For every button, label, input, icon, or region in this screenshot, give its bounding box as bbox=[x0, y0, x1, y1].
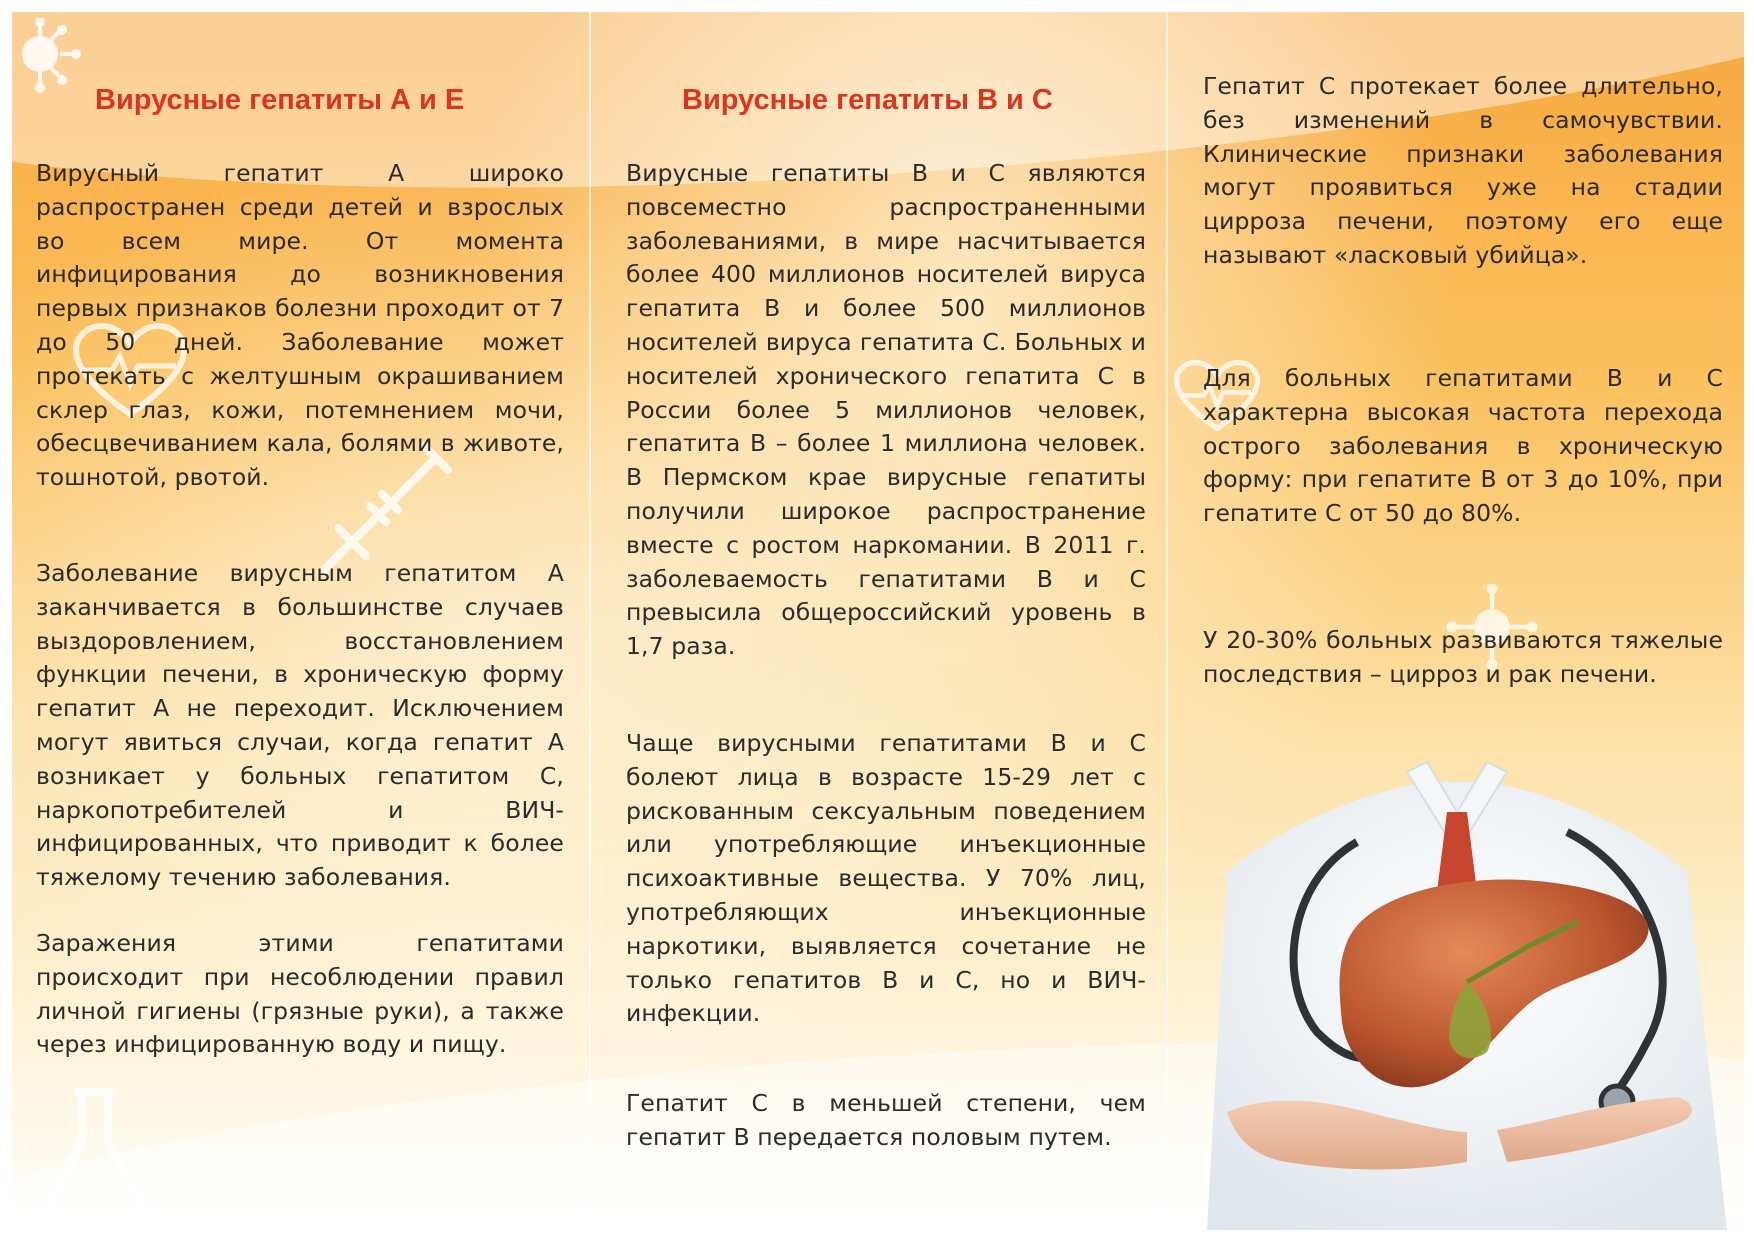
paragraph: Заболевание вирусным гепатитом А заканчивается в большинстве случаев выздоровлением, восстановлением функции печени, в хроническую форму гепатит А не переходит. Исключением могут явиться случаи, когда гепатит А возникает у больных гепатитом С, наркопотребителей и ВИЧ-инфицированных, что приводит к более тяжелому течению заболевания. bbox=[36, 559, 564, 892]
paragraph: Вирусный гепатит А широко распространен среди детей и взрослых во всем мире. От момента инфицирования до возникновения первых признаков болезни проходит от 7 до 50 дней. Заболевание может протекать с желтушным окрашиванием склер глаз, кожи, потемнением мочи, обесцвечиванием кала, болями в животе, тошнотой, рвотой. bbox=[36, 159, 564, 492]
paragraph: Чаще вирусными гепатитами В и С болеют лица в возрасте 15-29 лет с рискованным сексуальным поведением или употребляющие инъекционные психоактивные вещества. У 70% лиц, употребляющих инъекционные наркотики, выявляется сочетание не только гепатитов В и С, но и ВИЧ-инфекции. bbox=[626, 729, 1146, 1028]
paragraph: Гепатит С протекает более длительно, без изменений в самочувствии. Клинические признаки заболевания могут проявиться уже на стадии цирроза печени, поэтому его еще называют «ласковый убийца». bbox=[1203, 72, 1723, 269]
paragraph: Вирусные гепатиты В и С являются повсеместно распространенными заболеваниями, в мире насчитывается более 400 миллионов носителей вируса гепатита В и более 500 миллионов носителей вируса гепатита С. Больных и носителей хронического гепатита С в России более 5 миллионов человек, гепатита В – более 1 миллиона человек. В Пермском крае вирусные гепатиты получили широкое распространение вместе с ростом наркомании. В 2011 г. заболеваемость гепатитами В и С превысила общероссийский уровень в 1,7 раза. bbox=[626, 159, 1146, 661]
panel-middle bbox=[590, 12, 1167, 1230]
panel-right bbox=[1167, 12, 1744, 1230]
panel-left bbox=[12, 12, 590, 1230]
paragraph: Заражения этими гепатитами происходит при несоблюдении правил личной гигиены (грязные руки), а также через инфицированную воду и пищу. bbox=[36, 929, 564, 1059]
heading-hepatitis-a-e: Вирусные гепатиты А и Е bbox=[95, 84, 465, 116]
paragraph: У 20-30% больных развиваются тяжелые последствия – цирроз и рак печени. bbox=[1203, 626, 1723, 688]
heading-hepatitis-b-c: Вирусные гепатиты В и С bbox=[682, 84, 1053, 116]
paragraph: Для больных гепатитами В и С характерна высокая частота перехода острого заболевания в хроническую форму: при гепатите В от 3 до 10%, при гепатите С от 50 до 80%. bbox=[1203, 364, 1723, 528]
paragraph: Гепатит С в меньшей степени, чем гепатит В передается половым путем. bbox=[626, 1089, 1146, 1151]
brochure-sheet bbox=[12, 12, 1744, 1230]
doctor-liver-illustration bbox=[1167, 732, 1744, 1230]
